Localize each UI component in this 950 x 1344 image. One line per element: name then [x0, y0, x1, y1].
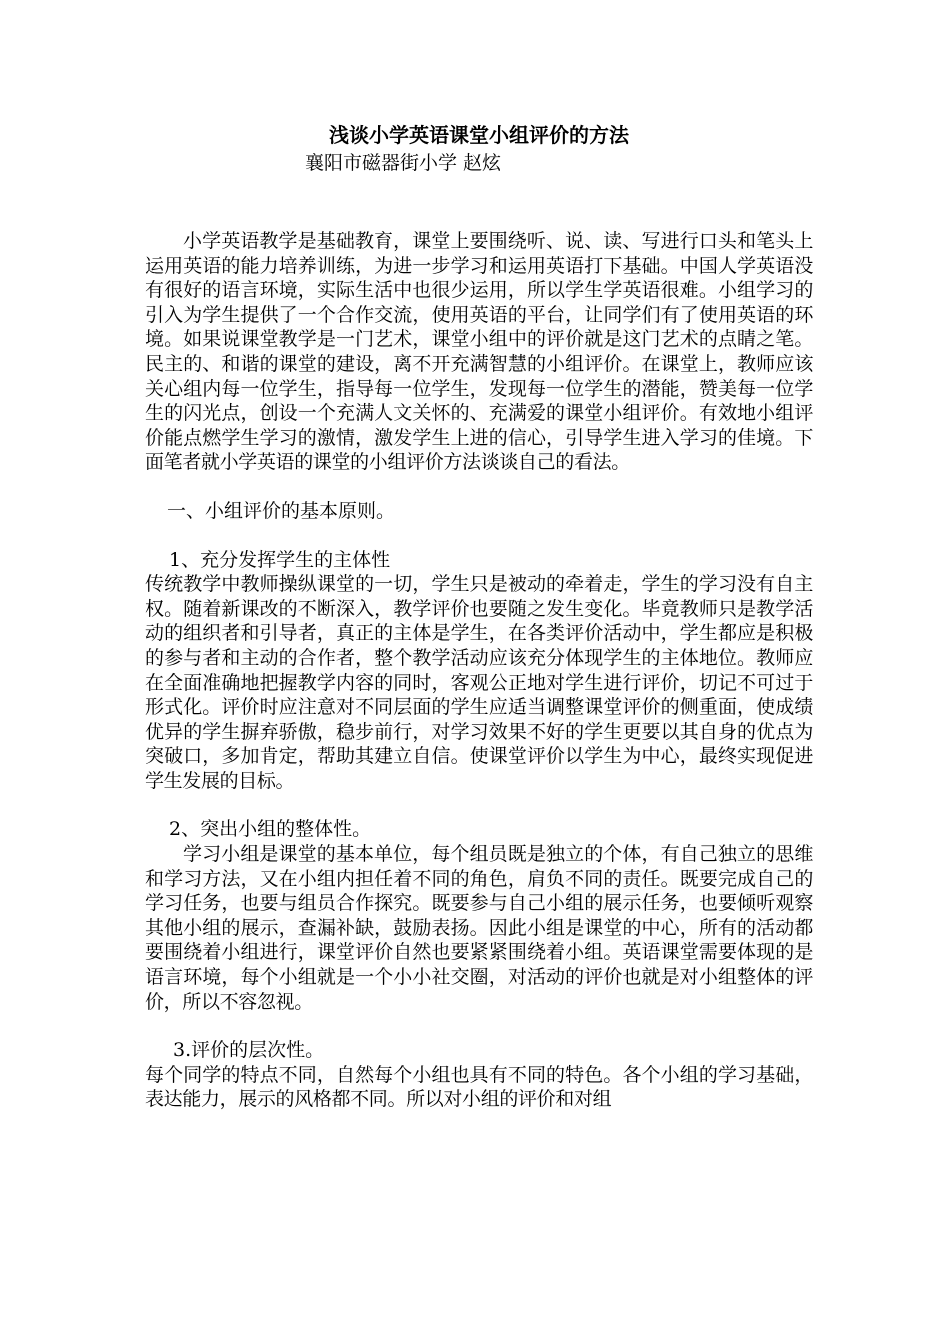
section-heading-1: 一、小组评价的基本原则。 [167, 499, 396, 522]
document-title: 浅谈小学英语课堂小组评价的方法 [329, 123, 629, 147]
document-content [145, 120, 813, 1112]
spacer [145, 475, 813, 499]
spacer [145, 1014, 813, 1038]
subsection-body-1: 传统教学中教师操纵课堂的一切，学生只是被动的牵着走，学生的学习没有自主权。随着新课改的不断深入，教学评价也要随之发生变化。毕竟教师只是教学活动的组织者和引导者，真正的主体是学生，在各类评价活动中，学生都应是积极的参与者和主动的合作者，整个教学活动应该充分体现学生的主体地位。教师应在全面准确地把握教学内容的同时，客观公正地对学生进行评价，切记不可过于形式化。评价时应注意对不同层面的学生应适当调整课堂评价的侧重面，使成绩优异的学生摒弃骄傲，稳步前行，对学习效果不好的学生更要以其自身的优点为突破口，多加肯定，帮助其建立自信。使课堂评价以学生为中心，最终实现促进学生发展的目标。 [145, 573, 813, 792]
spacer [145, 793, 813, 817]
subsection-body-3: 每个同学的特点不同，自然每个小组也具有不同的特色。各个小组的学习基础，表达能力，展示的风格都不同。所以对小组的评价和对组 [145, 1063, 813, 1111]
subsection-heading-3: 3.评价的层次性。 [173, 1039, 325, 1062]
intro-paragraph: 小学英语教学是基础教育，课堂上要围绕听、说、读、写进行口头和笔头上运用英语的能力培养训练，为进一步学习和运用英语打下基础。中国人学英语没有很好的语言环境，实际生活中也很少运用，所以学生学英语很难。小组学习的引入为学生提供了一个合作交流，使用英语的平台，让同学们有了使用英语的环境。如果说课堂教学是一门艺术，课堂小组中的评价就是这门艺术的点睛之笔。民主的、和谐的课堂的建设，离不开充满智慧的小组评价。在课堂上，教师应该关心组内每一位学生，指导每一位学生，发现每一位学生的潜能，赞美每一位学生的闪光点，创设一个充满人文关怀的、充满爱的课堂小组评价。有效地小组评价能点燃学生学习的激情，激发学生上进的信心，引导学生进入学习的佳境。下面笔者就小学英语的课堂的小组评价方法谈谈自己的看法。 [145, 230, 813, 474]
spacer [145, 524, 813, 548]
author-line: 襄阳市磁器街小学 赵炫 [305, 152, 502, 174]
spacer [145, 176, 813, 229]
subsection-body-2: 学习小组是课堂的基本单位，每个组员既是独立的个体，有自己独立的思维和学习方法，又在小组内担任着不同的角色，肩负不同的责任。既要完成自己的学习任务，也要与组员合作探究。既要参与自己小组的展示任务，也要倾听观察其他小组的展示，查漏补缺，鼓励表扬。因此小组是课堂的中心，所有的活动都要围绕着小组进行，课堂评价自然也要紧紧围绕着小组。英语课堂需要体现的是语言环境，每个小组就是一个小小社交圈，对活动的评价也就是对小组整体的评价，所以不容忽视。 [145, 843, 813, 1013]
subsection-heading-1: 1、充分发挥学生的主体性 [169, 548, 391, 571]
subsection-heading-2: 2、突出小组的整体性。 [169, 818, 372, 841]
